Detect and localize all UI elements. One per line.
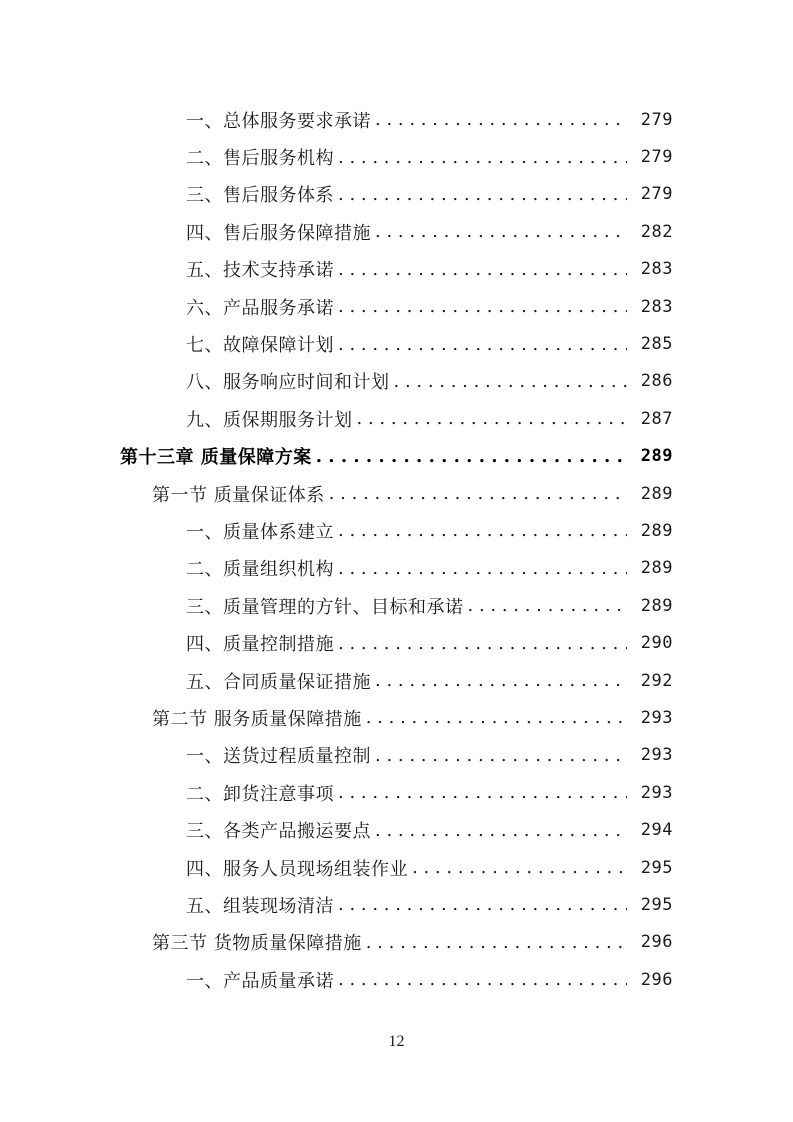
toc-entry-item[interactable] xyxy=(0,961,793,998)
toc-entry-title: 三、各类产品搬运要点 xyxy=(186,821,371,843)
toc-entry-page: 287 xyxy=(640,408,673,429)
toc-entry-item[interactable] xyxy=(0,512,793,549)
toc-entry-page: 293 xyxy=(640,745,673,766)
dot-leader xyxy=(412,857,627,878)
toc-entry-page: 295 xyxy=(640,894,673,915)
toc-entry-page: 283 xyxy=(640,296,673,317)
toc-entry-title: 二、卸货注意事项 xyxy=(186,783,334,805)
toc-entry-page: 289 xyxy=(640,520,673,541)
dot-leader xyxy=(338,633,627,654)
dot-leader xyxy=(375,109,627,130)
toc-entry-page: 292 xyxy=(640,670,673,691)
toc-entry-title: 第二节 服务质量保障措施 xyxy=(152,708,362,730)
toc-entry-title: 七、故障保障计划 xyxy=(186,335,334,357)
toc-entry-title: 一、总体服务要求承诺 xyxy=(186,110,371,132)
toc-entry-item[interactable] xyxy=(0,251,793,288)
dot-leader xyxy=(338,520,627,541)
toc-entry-page: 279 xyxy=(640,184,673,205)
toc-entry-title: 一、质量体系建立 xyxy=(186,521,334,543)
toc-entry-title: 二、售后服务机构 xyxy=(186,148,334,170)
dot-leader xyxy=(366,932,627,953)
table-of-contents xyxy=(0,101,793,998)
toc-entry-page: 289 xyxy=(640,446,673,467)
toc-entry-item[interactable] xyxy=(0,288,793,325)
toc-entry-item[interactable] xyxy=(0,176,793,213)
toc-entry-page: 295 xyxy=(640,857,673,878)
toc-entry-item[interactable] xyxy=(0,624,793,661)
toc-entry-item[interactable] xyxy=(0,811,793,848)
toc-entry-title: 九、质保期服务计划 xyxy=(186,409,353,431)
toc-entry-title: 三、质量管理的方针、目标和承诺 xyxy=(186,596,464,618)
dot-leader xyxy=(338,334,627,355)
toc-entry-item[interactable] xyxy=(0,213,793,250)
page-number: 12 xyxy=(388,1033,405,1050)
toc-entry-page: 286 xyxy=(640,371,673,392)
toc-entry-item[interactable] xyxy=(0,101,793,138)
dot-leader xyxy=(394,371,628,392)
toc-entry-title: 第十三章 质量保障方案 xyxy=(120,447,312,469)
dot-leader xyxy=(375,670,627,691)
dot-leader xyxy=(338,296,627,317)
toc-entry-item[interactable] xyxy=(0,138,793,175)
toc-entry-page: 293 xyxy=(640,782,673,803)
toc-entry-item[interactable] xyxy=(0,550,793,587)
toc-entry-title: 一、产品质量承诺 xyxy=(186,970,334,992)
dot-leader xyxy=(375,221,627,242)
toc-entry-section[interactable] xyxy=(0,475,793,512)
toc-entry-page: 290 xyxy=(640,633,673,654)
toc-entry-title: 四、质量控制措施 xyxy=(186,634,334,656)
toc-entry-item[interactable] xyxy=(0,737,793,774)
toc-entry-item[interactable] xyxy=(0,325,793,362)
toc-entry-page: 279 xyxy=(640,109,673,130)
dot-leader xyxy=(316,446,627,467)
toc-entry-item[interactable] xyxy=(0,774,793,811)
dot-leader xyxy=(338,184,627,205)
toc-entry-title: 八、服务响应时间和计划 xyxy=(186,372,390,394)
toc-entry-page: 293 xyxy=(640,707,673,728)
toc-entry-page: 294 xyxy=(640,820,673,841)
toc-entry-section[interactable] xyxy=(0,699,793,736)
toc-entry-title: 第三节 货物质量保障措施 xyxy=(152,933,362,955)
toc-entry-title: 五、合同质量保证措施 xyxy=(186,671,371,693)
dot-leader xyxy=(329,483,627,504)
toc-entry-item[interactable] xyxy=(0,587,793,624)
toc-entry-page: 289 xyxy=(640,483,673,504)
toc-entry-item[interactable] xyxy=(0,400,793,437)
toc-entry-page: 282 xyxy=(640,221,673,242)
toc-entry-page: 296 xyxy=(640,932,673,953)
toc-entry-title: 六、产品服务承诺 xyxy=(186,297,334,319)
toc-entry-chapter[interactable] xyxy=(0,438,793,475)
toc-entry-title: 四、服务人员现场组装作业 xyxy=(186,858,408,880)
toc-entry-page: 289 xyxy=(640,558,673,579)
dot-leader xyxy=(366,707,627,728)
toc-entry-title: 一、送货过程质量控制 xyxy=(186,746,371,768)
toc-entry-item[interactable] xyxy=(0,886,793,923)
toc-entry-item[interactable] xyxy=(0,849,793,886)
dot-leader xyxy=(468,595,628,616)
dot-leader xyxy=(375,820,627,841)
toc-entry-page: 283 xyxy=(640,259,673,280)
toc-entry-title: 五、技术支持承诺 xyxy=(186,260,334,282)
toc-entry-title: 二、质量组织机构 xyxy=(186,559,334,581)
dot-leader xyxy=(357,408,628,429)
toc-entry-item[interactable] xyxy=(0,662,793,699)
toc-entry-title: 三、售后服务体系 xyxy=(186,185,334,207)
toc-entry-page: 296 xyxy=(640,969,673,990)
toc-entry-title: 四、售后服务保障措施 xyxy=(186,222,371,244)
toc-entry-section[interactable] xyxy=(0,924,793,961)
toc-entry-page: 289 xyxy=(640,595,673,616)
dot-leader xyxy=(338,259,627,280)
toc-entry-page: 279 xyxy=(640,147,673,168)
toc-entry-title: 五、组装现场清洁 xyxy=(186,895,334,917)
toc-entry-title: 第一节 质量保证体系 xyxy=(152,484,325,506)
toc-entry-item[interactable] xyxy=(0,363,793,400)
dot-leader xyxy=(338,894,627,915)
dot-leader xyxy=(338,969,627,990)
dot-leader xyxy=(338,147,627,168)
dot-leader xyxy=(338,558,627,579)
dot-leader xyxy=(338,782,627,803)
dot-leader xyxy=(375,745,627,766)
toc-entry-page: 285 xyxy=(640,334,673,355)
